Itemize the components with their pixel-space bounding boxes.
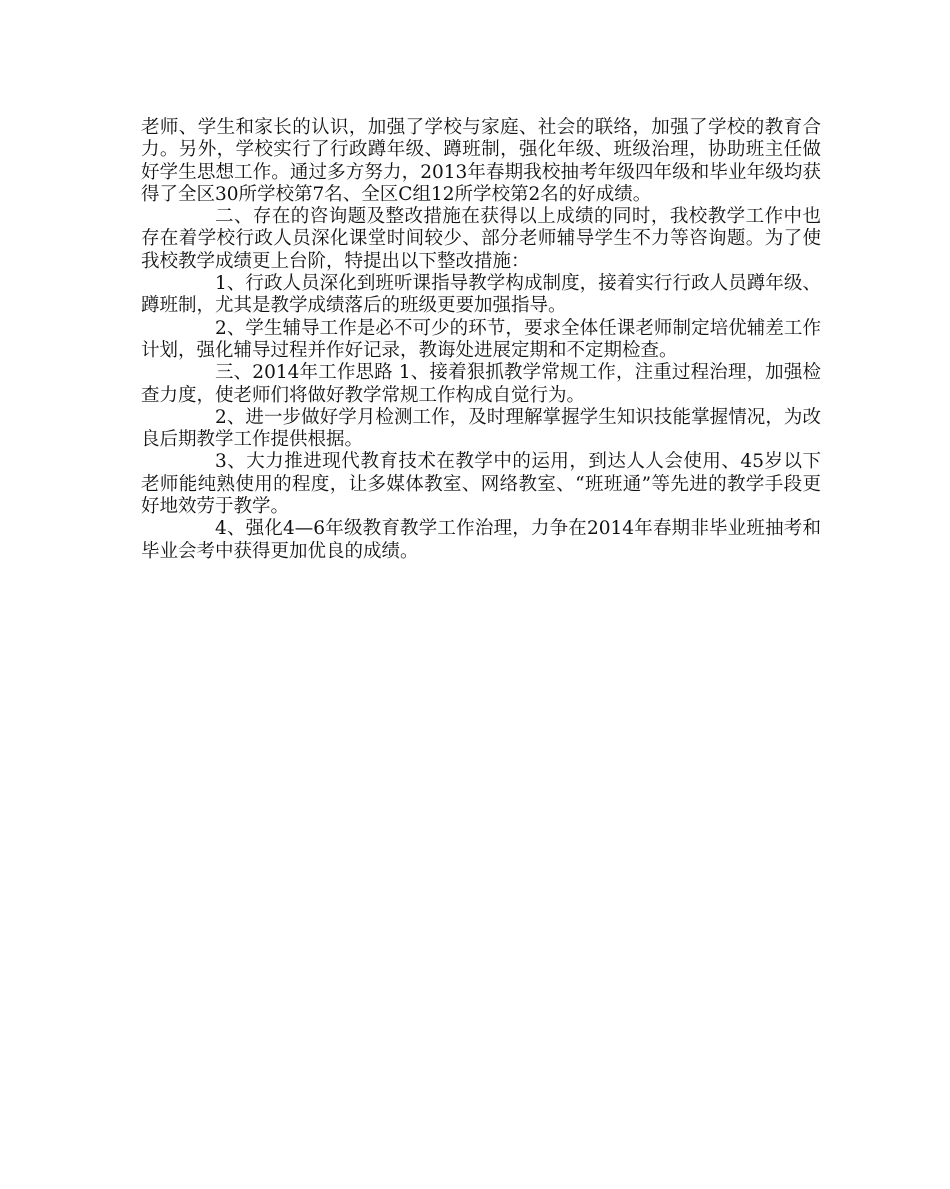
document-body (141, 117, 821, 563)
paragraph-measure-2: 2、学生辅导工作是必不可少的环节，要求全体任课老师制定培优辅差工作计划，强化辅导过程并作好记录，教诲处进展定期和不定期检查。 (141, 317, 821, 361)
paragraph-section-three: 三、2014年工作思路 1、接着狠抓教学常规工作，注重过程治理，加强检查力度，使老师们将做好教学常规工作构成自觉行为。 (141, 362, 821, 406)
paragraph-section-two: 二、存在的咨询题及整改措施在获得以上成绩的同时，我校教学工作中也存在着学校行政人员深化课堂时间较少、部分老师辅导学生不力等咨询题。为了使我校教学成绩更上台阶，特提出以下整改措施： (141, 206, 821, 272)
paragraph-plan-2: 2、进一步做好学月检测工作，及时理解掌握学生知识技能掌握情况，为改良后期教学工作提供根据。 (141, 406, 821, 451)
paragraph-measure-1: 1、行政人员深化到班听课指导教学构成制度，接着实行行政人员蹲年级、蹲班制，尤其是教学成绩落后的班级更要加强指导。 (141, 273, 821, 317)
paragraph-continuation: 老师、学生和家长的认识，加强了学校与家庭、社会的联络，加强了学校的教育合力。另外，学校实行了行政蹲年级、蹲班制，强化年级、班级治理，协助班主任做好学生思想工作。通过多方努力，2013年春期我校抽考年级四年级和毕业年级均获得了全区30所学校第7名、全区C组12所学校第2名的好成绩。 (141, 117, 821, 205)
paragraph-plan-4: 4、强化4—6年级教育教学工作治理，力争在2014年春期非毕业班抽考和毕业会考中获得更加优良的成绩。 (141, 518, 821, 562)
paragraph-plan-3: 3、大力推进现代教育技术在教学中的运用，到达人人会使用、45岁以下老师能纯熟使用的程度，让多媒体教室、网络教室、“班班通”等先进的教学手段更好地效劳于教学。 (141, 451, 821, 518)
